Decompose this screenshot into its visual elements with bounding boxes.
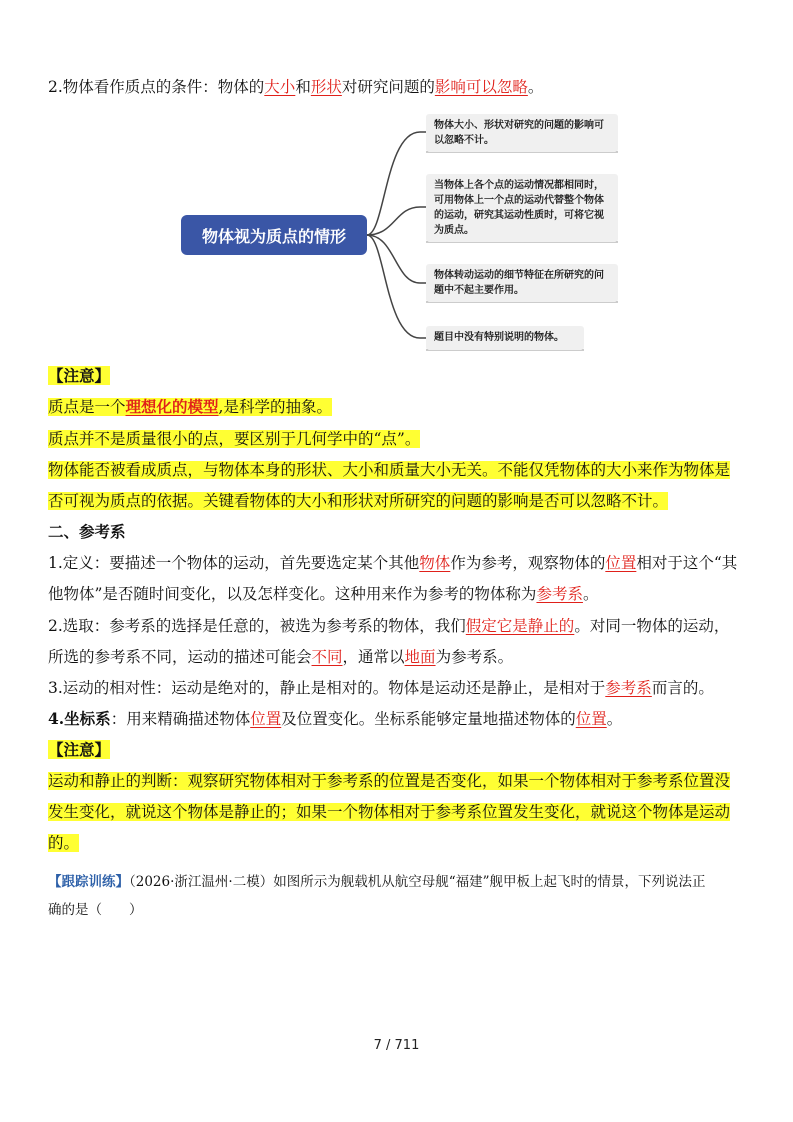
note-tag [48, 739, 110, 761]
text: ，通常以 [342, 648, 405, 666]
definition-line-2 [48, 583, 598, 605]
text: 2.物体看作质点的条件：物体的 [48, 78, 265, 96]
mindmap-leaf-4: 题目中没有特别说明的物体。 [426, 326, 584, 350]
exercise-line-2 [48, 899, 143, 921]
connector-4 [367, 235, 426, 338]
text: （2026·浙江温州·二模）如图所示为舰载机从航空母舰“福建”舰甲板上起飞时的情景，下列说法正 [129, 874, 706, 890]
keyword-size: 大小 [264, 78, 296, 96]
keyword: 地面 [404, 648, 436, 666]
note2-line-2 [48, 801, 730, 823]
definition-line-1 [48, 552, 737, 574]
keyword: 不同 [311, 648, 343, 666]
text: 2.选取：参考系的选择是任意的，被选为参考系的物体，我们 [48, 617, 466, 635]
text: 质点并不是质量很小的点，要区别于几何学中的“点”。 [48, 430, 421, 448]
note-label: 【注意】 [48, 366, 111, 385]
mindmap-leaf-1: 物体大小、形状对研究的问题的影响可以忽略不计。 [426, 114, 618, 152]
text: 。 [582, 585, 599, 603]
text: 否可视为质点的依据。关键看物体的大小和形状对所研究的问题的影响是否可以忽略不计。 [48, 492, 669, 510]
text: 和 [295, 78, 311, 96]
keyword-negligible: 影响可以忽略 [434, 78, 528, 96]
exercise-line-1 [48, 871, 706, 893]
text: 而言的。 [651, 679, 714, 697]
mindmap-leaf-2: 当物体上各个点的运动情况都相同时，可用物体上一个点的运动代替整个物体的运动，研究其运动性质时，可将它视为质点。 [426, 174, 618, 242]
note2-line-1 [48, 770, 730, 792]
text: 3.运动的相对性：运动是绝对的，静止是相对的。物体是运动还是静止，是相对于 [48, 679, 606, 697]
keyword: 参考系 [605, 679, 652, 697]
text: 。 [606, 710, 623, 728]
text: 所选的参考系不同，运动的描述可能会 [48, 648, 312, 666]
text: 。 [527, 78, 544, 96]
connector-3 [367, 235, 426, 283]
text: 质点是一个 [48, 398, 126, 416]
note-tag [48, 365, 110, 387]
connector-2 [367, 207, 426, 235]
text: 物体能否被看成质点，与物体本身的形状、大小和质量大小无关。不能仅凭物体的大小来作为物体是 [48, 461, 731, 479]
text: 相对于这个“其 [636, 554, 738, 572]
note-line-3 [48, 459, 730, 481]
keyword: 假定它是静止的 [465, 617, 575, 635]
note-label: 【注意】 [48, 740, 111, 759]
mindmap-leaf-3: 物体转动运动的细节特征在所研究的问题中不起主要作用。 [426, 264, 618, 302]
coordinate-line [48, 708, 622, 730]
keyword: 参考系 [536, 585, 583, 603]
text: 确的是（ ） [48, 902, 143, 918]
relativity-line [48, 677, 714, 699]
keyword: 位置 [605, 554, 637, 572]
mindmap-root: 物体视为质点的情形 [181, 215, 367, 255]
selection-line-1 [48, 615, 729, 637]
text: 作为参考，观察物体的 [450, 554, 606, 572]
text: 为参考系。 [435, 648, 514, 666]
page-number: 7 / 711 [373, 1038, 420, 1053]
keyword: 物体 [419, 554, 451, 572]
text: ：用来精确描述物体 [110, 710, 251, 728]
keyword: 位置 [250, 710, 282, 728]
note-line-2 [48, 428, 420, 450]
keyword-ideal-model: 理想化的模型 [125, 397, 219, 416]
mindmap-connectors [0, 0, 793, 400]
text: 发生变化，就说这个物体是静止的；如果一个物体相对于参考系位置发生变化，就说这个物体是运动 [48, 803, 731, 821]
keyword: 位置 [575, 710, 607, 728]
section-title: 二、参考系 [48, 522, 126, 541]
exercise-label: 【跟踪训练】 [48, 874, 129, 890]
keyword-shape: 形状 [310, 78, 342, 96]
text: 1.定义：要描述一个物体的运动，首先要选定某个其他 [48, 554, 420, 572]
text: 及位置变化。坐标系能够定量地描述物体的 [281, 710, 576, 728]
text: 。对同一物体的运动， [574, 617, 730, 635]
text: ,是科学的抽象。 [218, 398, 332, 416]
note-line-1 [48, 396, 332, 418]
text: 他物体”是否随时间变化，以及怎样变化。这种用来作为参考的物体称为 [48, 585, 537, 603]
text: 的。 [48, 834, 80, 852]
note-line-4 [48, 490, 668, 512]
label: 4.坐标系 [48, 709, 111, 728]
note2-line-3 [48, 832, 79, 854]
selection-line-2 [48, 646, 513, 668]
text: 对研究问题的 [341, 78, 435, 96]
text: 运动和静止的判断：观察研究物体相对于参考系的位置是否变化，如果一个物体相对于参考系位置没 [48, 772, 731, 790]
